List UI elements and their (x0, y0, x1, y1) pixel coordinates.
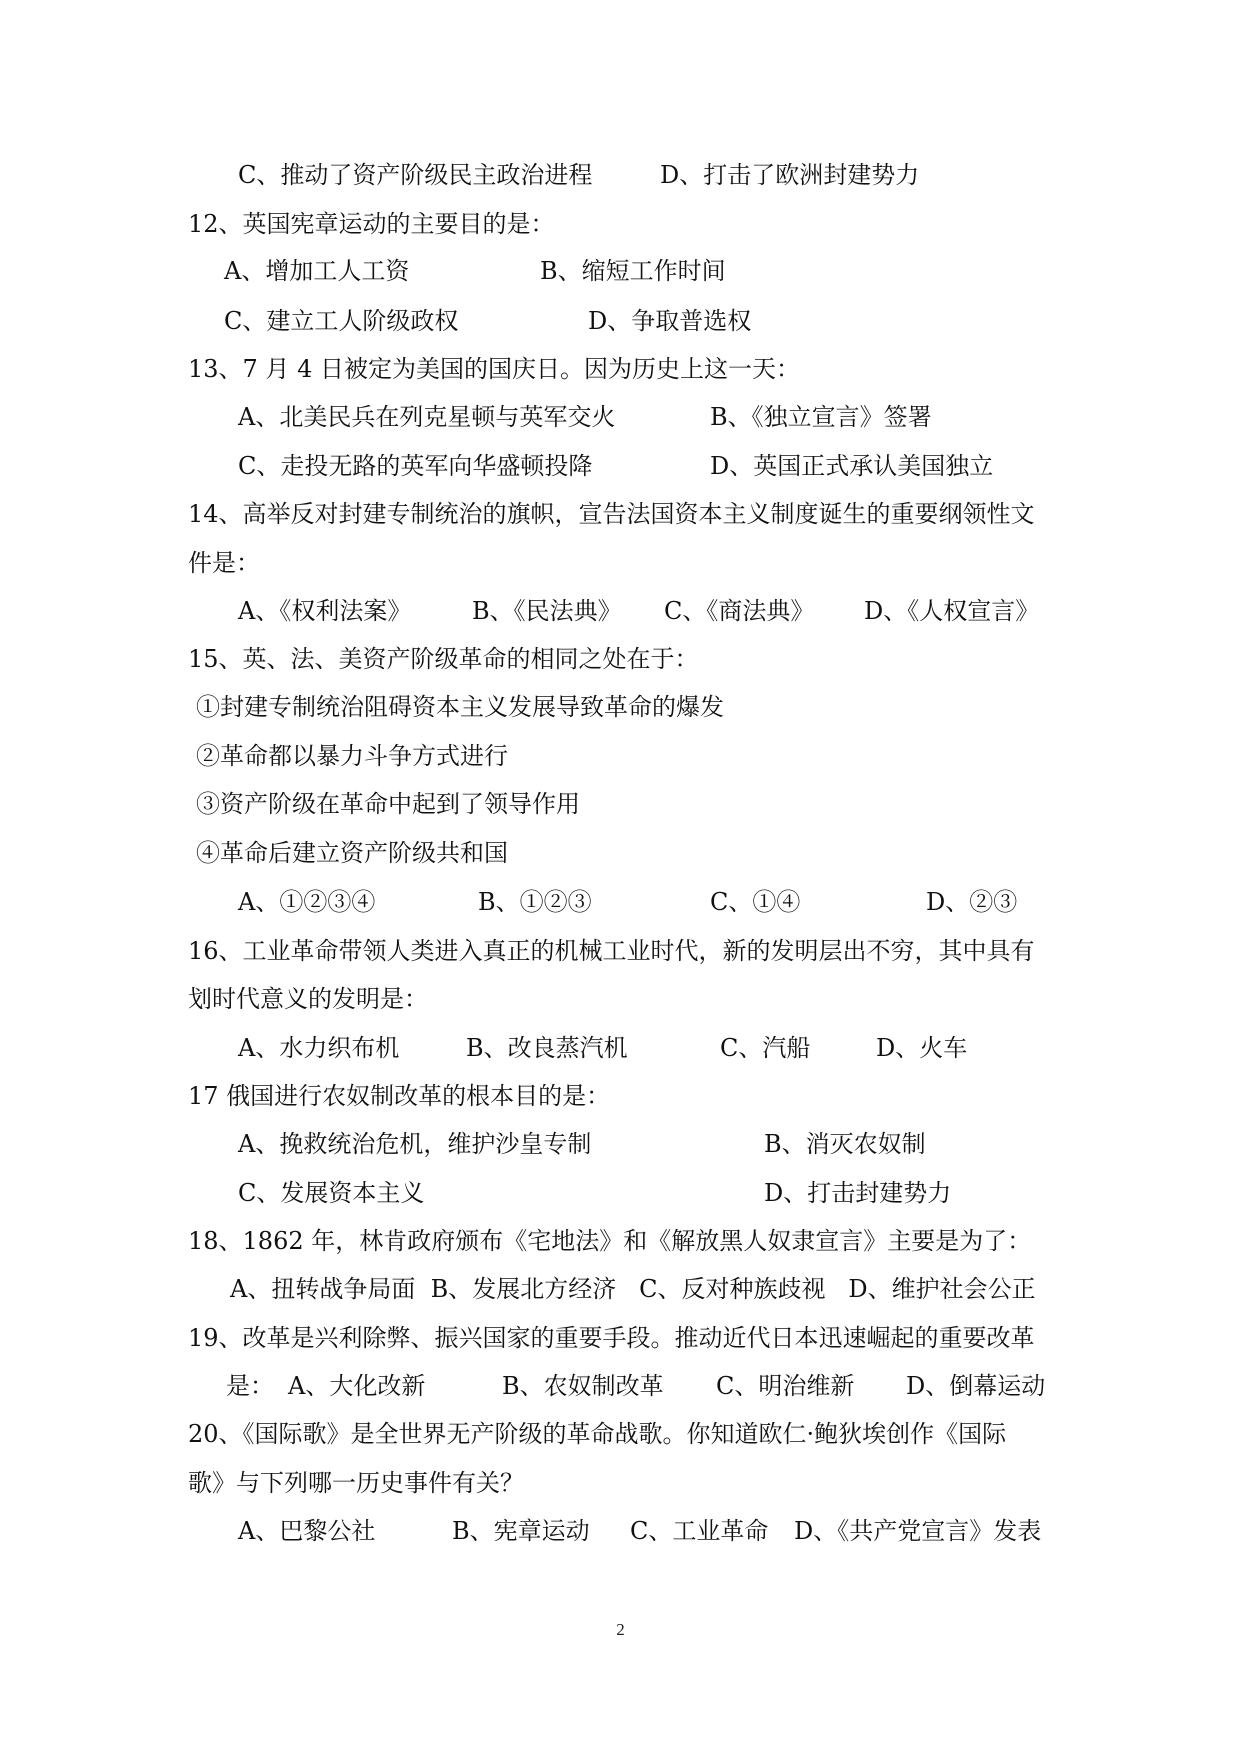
q15-option-b: B、①②③ (478, 888, 592, 916)
q19-stem-continuation: 是： (226, 1372, 274, 1400)
q15-option-d: D、②③ (926, 888, 1018, 916)
q12-stem: 12、英国宪章运动的主要目的是： (188, 210, 555, 238)
q16-option-a: A、水力织布机 (238, 1034, 400, 1062)
q15-item-1: ①封建专制统治阻碍资本主义发展导致革命的爆发 (196, 693, 724, 721)
q19-option-d: D、倒幕运动 (906, 1372, 1046, 1400)
q16-option-b: B、改良蒸汽机 (466, 1034, 628, 1062)
q15-item-2: ②革命都以暴力斗争方式进行 (196, 742, 508, 770)
q11-option-c: C、推动了资产阶级民主政治进程 (238, 161, 593, 189)
q13-option-b: B、《独立宣言》签署 (710, 403, 932, 431)
q13-stem: 13、7 月 4 日被定为美国的国庆日。因为历史上这一天： (188, 355, 800, 383)
page-number: 2 (616, 1620, 625, 1639)
q20-option-b: B、宪章运动 (452, 1517, 590, 1545)
q14-option-d: D、《人权宣言》 (864, 597, 1040, 625)
q14-option-c: C、《商法典》 (664, 597, 815, 625)
q20-option-d: D、《共产党宣言》发表 (794, 1517, 1042, 1545)
q16-stem-line2: 划时代意义的发明是： (188, 985, 428, 1013)
q17-option-d: D、打击封建势力 (764, 1179, 952, 1207)
q14-stem-line2: 件是： (188, 549, 260, 577)
q20-option-c: C、工业革命 (630, 1517, 769, 1545)
q19-stem: 19、改革是兴利除弊、振兴国家的重要手段。推动近代日本迅速崛起的重要改革 (188, 1324, 1035, 1352)
q13-option-c: C、走投无路的英军向华盛顿投降 (238, 452, 593, 480)
q19-option-b: B、农奴制改革 (502, 1372, 664, 1400)
q19-option-c: C、明治维新 (716, 1372, 855, 1400)
q14-option-a: A、《权利法案》 (238, 597, 412, 625)
q16-option-d: D、火车 (876, 1034, 968, 1062)
q12-option-d: D、争取普选权 (588, 307, 752, 335)
q17-option-a: A、挽救统治危机，维护沙皇专制 (238, 1130, 592, 1158)
q19-option-a: A、大化改新 (288, 1372, 426, 1400)
q16-option-c: C、汽船 (720, 1034, 811, 1062)
q12-option-a: A、增加工人工资 (224, 257, 410, 285)
q20-stem-line2: 歌》与下列哪一历史事件有关？ (188, 1469, 524, 1497)
q12-option-c: C、建立工人阶级政权 (224, 307, 459, 335)
q14-option-b: B、《民法典》 (472, 597, 622, 625)
q17-option-b: B、消灭农奴制 (764, 1130, 926, 1158)
q13-option-d: D、英国正式承认美国独立 (710, 452, 994, 480)
q17-option-c: C、发展资本主义 (238, 1179, 425, 1207)
q11-option-d: D、打击了欧洲封建势力 (660, 161, 920, 189)
q12-option-b: B、缩短工作时间 (540, 257, 726, 285)
q17-stem: 17 俄国进行农奴制改革的根本目的是： (188, 1082, 611, 1110)
q18-options: A、扭转战争局面 B、发展北方经济 C、反对种族歧视 D、维护社会公正 (230, 1275, 1036, 1303)
q15-item-4: ④革命后建立资产阶级共和国 (196, 839, 508, 867)
q15-option-c: C、①④ (710, 888, 801, 916)
q16-stem-line1: 16、工业革命带领人类进入真正的机械工业时代，新的发明层出不穷，其中具有 (188, 937, 1035, 965)
q15-stem: 15、英、法、美资产阶级革命的相同之处在于： (188, 645, 699, 673)
q15-item-3: ③资产阶级在革命中起到了领导作用 (196, 790, 580, 818)
q13-option-a: A、北美民兵在列克星顿与英军交火 (238, 403, 616, 431)
q20-stem-line1: 20、《国际歌》是全世界无产阶级的革命战歌。你知道欧仁·鲍狄埃创作《国际 (188, 1420, 1007, 1448)
q20-option-a: A、巴黎公社 (238, 1517, 376, 1545)
q18-stem: 18、1862 年，林肯政府颁布《宅地法》和《解放黑人奴隶宣言》主要是为了： (188, 1227, 1032, 1255)
q15-option-a: A、①②③④ (238, 888, 376, 916)
q14-stem-line1: 14、高举反对封建专制统治的旗帜，宣告法国资本主义制度诞生的重要纲领性文 (188, 500, 1035, 528)
